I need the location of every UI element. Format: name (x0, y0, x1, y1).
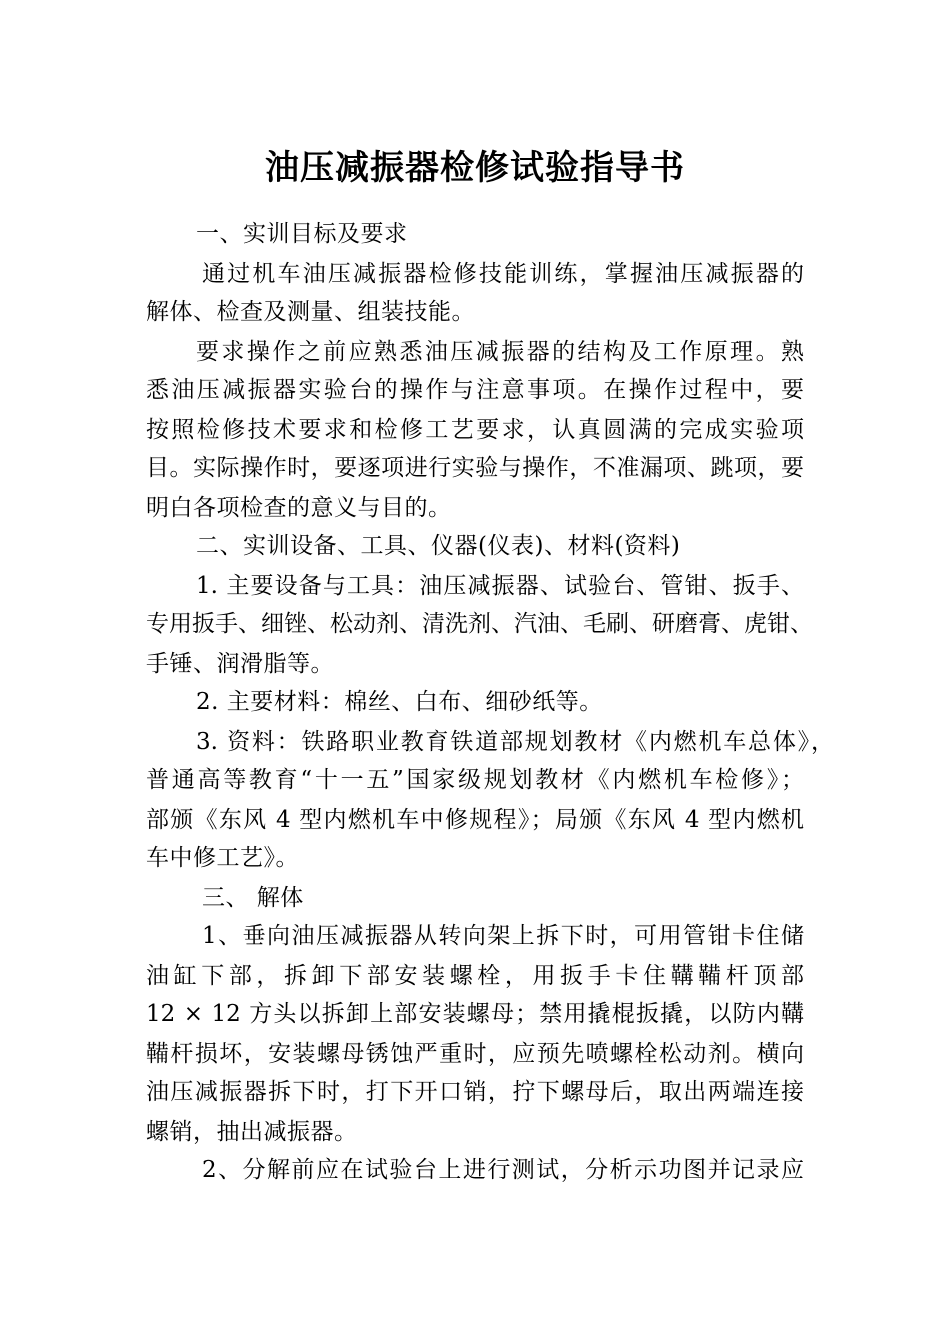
paragraph-line: 手锤、润滑脂等。 (146, 651, 334, 677)
section-heading-2: 二、实训设备、工具、仪器(仪表)、材料(资料) (196, 533, 681, 559)
paragraph-line: 油缸下部，拆卸下部安装螺栓，用扳手卡住鞲鞴杆顶部 (146, 963, 804, 989)
paragraph-line: 3. 资料：铁路职业教育铁道部规划教材《内燃机车总体》， (196, 729, 834, 755)
paragraph-line: 2、分解前应在试验台上进行测试，分析示功图并记录应 (202, 1157, 804, 1183)
paragraph-line: 12 × 12 方头以拆卸上部安装螺母；禁用撬棍扳撬，以防内鞲 (146, 1001, 804, 1027)
paragraph-line: 明白各项检查的意义与目的。 (146, 495, 452, 521)
paragraph-line: 螺销，抽出减振器。 (146, 1119, 358, 1145)
paragraph-line: 要求操作之前应熟悉油压减振器的结构及工作原理。熟 (196, 339, 804, 365)
paragraph-line: 车中修工艺》。 (146, 845, 299, 871)
document-title: 油压减振器检修试验指导书 (265, 148, 685, 188)
paragraph-line: 按照检修技术要求和检修工艺要求，认真圆满的完成实验项 (146, 417, 804, 443)
paragraph-line: 2. 主要材料：棉丝、白布、细砂纸等。 (196, 689, 603, 715)
paragraph-line: 目。实际操作时，要逐项进行实验与操作，不准漏项、跳项，要 (146, 455, 804, 481)
paragraph-line: 部颁《东风 4 型内燃机车中修规程》；局颁《东风 4 型内燃机 (146, 807, 804, 833)
section-heading-1: 一、实训目标及要求 (196, 221, 408, 247)
paragraph-line: 1. 主要设备与工具：油压减振器、试验台、管钳、扳手、 (196, 573, 804, 599)
paragraph-line: 普通高等教育“十一五”国家级规划教材《内燃机车检修》； (146, 767, 804, 793)
paragraph-line: 油压减振器拆下时，打下开口销，拧下螺母后，取出两端连接 (146, 1079, 804, 1105)
paragraph-line: 1、垂向油压减振器从转向架上拆下时，可用管钳卡住储 (202, 923, 804, 949)
section-heading-3: 三、 解体 (202, 885, 304, 911)
paragraph-line: 解体、检查及测量、组装技能。 (146, 299, 475, 325)
paragraph-line: 通过机车油压减振器检修技能训练，掌握油压减振器的 (202, 261, 804, 287)
paragraph-line: 悉油压减振器实验台的操作与注意事项。在操作过程中，要 (146, 377, 804, 403)
paragraph-line: 专用扳手、细锉、松动剂、清洗剂、汽油、毛刷、研磨膏、虎钳、 (146, 611, 813, 637)
paragraph-line: 鞴杆损坏，安装螺母锈蚀严重时，应预先喷螺栓松动剂。横向 (146, 1041, 804, 1067)
